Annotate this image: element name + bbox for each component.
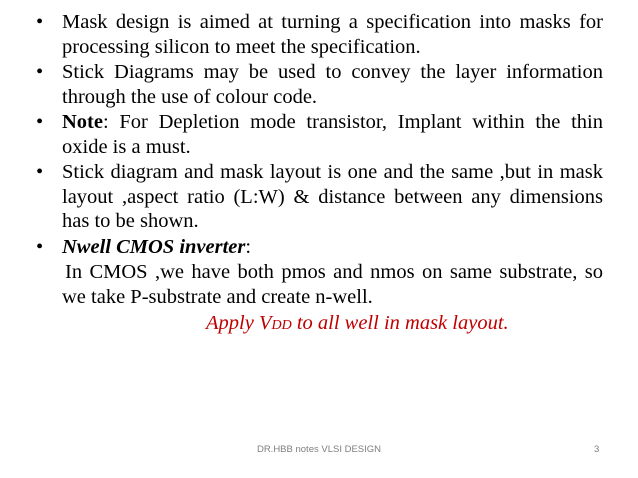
cmos-paragraph: In CMOS ,we have both pmos and nmos on same substrate, so we take P-substrate and create n-well.: [62, 261, 603, 308]
nwell-heading: Nwell CMOS inverter: [62, 235, 246, 258]
bullet-note: [36, 110, 603, 159]
highlight-subscript: DD: [271, 318, 292, 333]
bullet-text: :: [245, 235, 252, 258]
slide-content: [36, 10, 603, 339]
page-number: 3: [594, 444, 600, 455]
bullet-symbol: •: [36, 235, 44, 258]
bullet-text: : For Depletion mode transistor, Implant within the thin oxide is a must.: [62, 111, 603, 158]
bullet-mask-design: [36, 10, 603, 59]
bullet-symbol: •: [36, 111, 44, 133]
bullet-symbol: •: [36, 161, 44, 183]
bullet-symbol: •: [36, 11, 44, 33]
highlight-prefix: Apply V: [206, 312, 272, 334]
bullet-text: Stick Diagrams may be used to convey the layer information through the use of colour code.: [62, 61, 603, 108]
bullet-stick-diagrams: [36, 60, 603, 109]
bullet-text: Mask design is aimed at turning a specification into masks for processing silicon to meet the specification.: [62, 11, 603, 58]
bullet-symbol: •: [36, 61, 44, 83]
footer-text: DR.HBB notes VLSI DESIGN: [256, 444, 382, 455]
note-label: Note: [62, 111, 103, 133]
highlight-line: [36, 311, 603, 339]
bullet-stick-vs-mask: [36, 160, 603, 234]
bullet-text: Stick diagram and mask layout is one and the same ,but in mask layout ,aspect ratio (L:W) & distance between any dimensions has to be shown.: [62, 161, 603, 232]
bullet-nwell-cmos-inverter: [36, 235, 603, 260]
highlight-suffix: to all well in mask layout.: [291, 312, 509, 334]
